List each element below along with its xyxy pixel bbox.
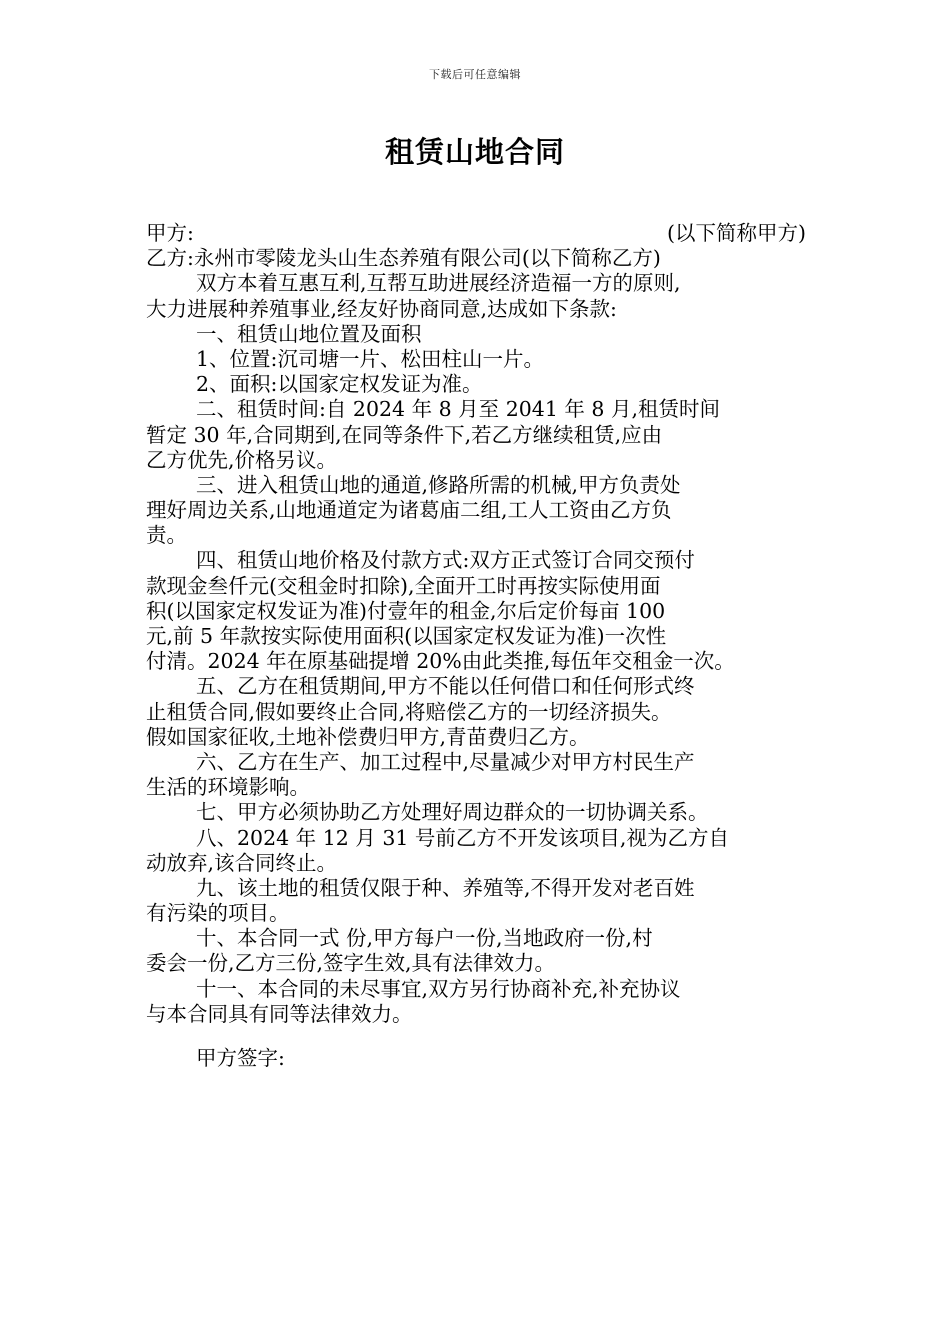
contract-line: 积(以国家定权发证为准)付壹年的租金,尔后定价每亩 100 bbox=[146, 598, 666, 623]
contract-clauses bbox=[146, 271, 806, 1027]
party-a-label: 甲方: bbox=[146, 221, 194, 245]
contract-line: 2、面积:以国家定权发证为准。 bbox=[196, 372, 483, 397]
party-a-signature-label: 甲方签字: bbox=[196, 1046, 285, 1070]
contract-line: 大力进展种养殖事业,经友好协商同意,达成如下条款: bbox=[146, 296, 617, 321]
party-b-line: 乙方:永州市零陵龙头山生态养殖有限公司(以下简称乙方) bbox=[146, 246, 661, 271]
contract-line: 责。 bbox=[146, 523, 187, 548]
contract-line: 付清。2024 年在原基础提增 20%由此类推,每伍年交租金一次。 bbox=[146, 649, 735, 674]
contract-body bbox=[146, 221, 806, 1027]
header-note: 下载后可任意编辑 bbox=[429, 68, 521, 81]
contract-line: 元,前 5 年款按实际使用面积(以国家定权发证为准)一次性 bbox=[146, 624, 667, 648]
contract-line: 1、位置:沉司塘一片、松田柱山一片。 bbox=[196, 346, 544, 371]
contract-line: 一、租赁山地位置及面积 bbox=[196, 321, 422, 346]
contract-line: 五、乙方在租赁期间,甲方不能以任何借口和任何形式终 bbox=[196, 674, 695, 699]
contract-line: 有污染的项目。 bbox=[146, 901, 290, 926]
contract-line: 二、租赁时间:自 2024 年 8 月至 2041 年 8 月,租赁时间 bbox=[196, 397, 720, 422]
contract-line: 假如国家征收,土地补偿费归甲方,青苗费归乙方。 bbox=[146, 724, 590, 749]
contract-line: 止租赁合同,假如要终止合同,将赔偿乙方的一切经济损失。 bbox=[146, 699, 672, 724]
party-a-line bbox=[146, 221, 806, 246]
party-a-suffix: (以下简称甲方) bbox=[667, 221, 806, 245]
contract-line: 十、本合同一式 份,甲方每户一份,当地政府一份,村 bbox=[196, 926, 653, 951]
contract-line: 六、乙方在生产、加工过程中,尽量减少对甲方村民生产 bbox=[196, 749, 695, 774]
contract-line: 暂定 30 年,合同期到,在同等条件下,若乙方继续租赁,应由 bbox=[146, 422, 663, 447]
contract-line: 十一、本合同的未尽事宜,双方另行协商补充,补充协议 bbox=[196, 976, 681, 1001]
contract-line: 四、租赁山地价格及付款方式:双方正式签订合同交预付 bbox=[196, 548, 695, 573]
document-title: 租赁山地合同 bbox=[384, 135, 565, 169]
contract-line: 动放弃,该合同终止。 bbox=[146, 850, 338, 875]
contract-line: 生活的环境影响。 bbox=[146, 775, 310, 800]
contract-line: 八、2024 年 12 月 31 号前乙方不开发该项目,视为乙方自 bbox=[196, 825, 729, 850]
contract-line: 理好周边关系,山地通道定为诸葛庙二组,工人工资由乙方负 bbox=[146, 498, 672, 523]
contract-line: 九、该土地的租赁仅限于种、养殖等,不得开发对老百姓 bbox=[196, 875, 695, 900]
contract-line: 委会一份,乙方三份,签字生效,具有法律效力。 bbox=[146, 951, 556, 976]
contract-line: 三、进入租赁山地的通道,修路所需的机械,甲方负责处 bbox=[196, 472, 681, 497]
contract-line: 双方本着互惠互利,互帮互助进展经济造福一方的原则, bbox=[196, 271, 681, 296]
contract-line: 乙方优先,价格另议。 bbox=[146, 447, 338, 472]
contract-line: 七、甲方必须协助乙方处理好周边群众的一切协调关系。 bbox=[196, 800, 709, 825]
contract-line: 款现金叁仟元(交租金时扣除),全面开工时再按实际使用面 bbox=[146, 573, 661, 598]
contract-line: 与本合同具有同等法律效力。 bbox=[146, 1001, 413, 1026]
